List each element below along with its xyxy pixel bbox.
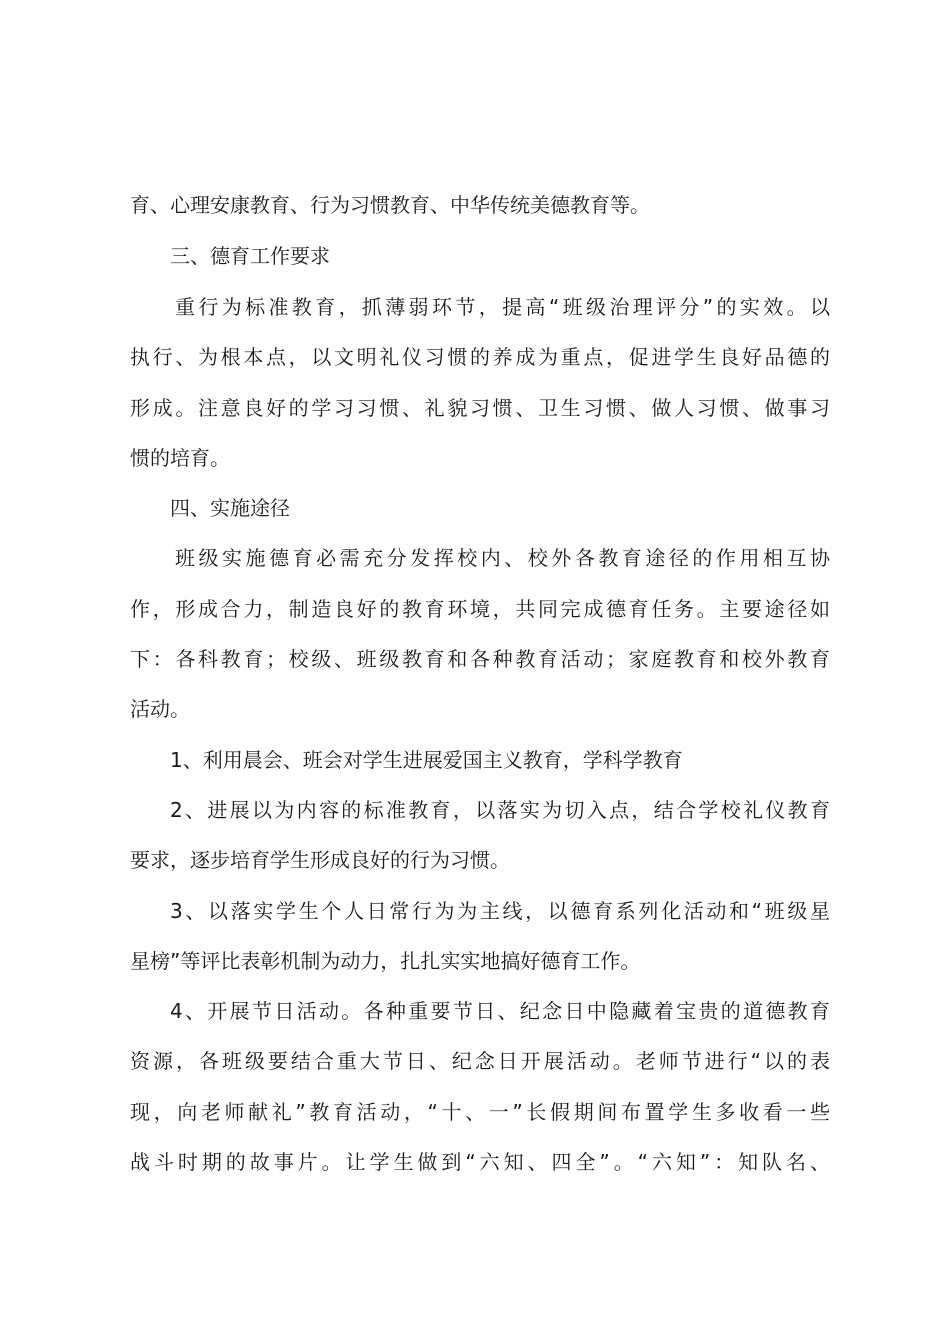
list-item-1: 1、利用晨会、班会对学生进展爱国主义教育，学科学教育 — [170, 748, 683, 772]
text-line: 要求，逐步培育学生形成良好的行为习惯。 — [130, 848, 510, 872]
text-line: 惯的培育。 — [130, 446, 230, 470]
text-line: 作，形成合力，制造良好的教育环境，共同完成德育任务。主要途径如 — [130, 597, 830, 621]
list-item-4: 4、开展节日活动。各种重要节日、纪念日中隐藏着宝贵的道德教育 — [170, 999, 830, 1023]
text-line: 活动。 — [130, 697, 190, 721]
text-line: 星榜”等评比表彰机制为动力，扎扎实实地搞好德育工作。 — [130, 949, 641, 973]
text-line: 战斗时期的故事片。让学生做到“六知、四全”。“六知”：知队名、 — [130, 1150, 830, 1174]
text-line: 育、心理安康教育、行为习惯教育、中华传统美德教育等。 — [130, 193, 650, 217]
text-line: 资源，各班级要结合重大节日、纪念日开展活动。老师节进行“以的表 — [130, 1049, 830, 1073]
list-item-2: 2、进展以为内容的标准教育，以落实为切入点，结合学校礼仪教育 — [170, 798, 830, 822]
text-line: 重行为标准教育，抓薄弱环节，提高“班级治理评分”的实效。以 — [175, 295, 830, 319]
section-heading: 四、实施途径 — [170, 496, 290, 520]
list-item-3: 3、以落实学生个人日常行为为主线，以德育系列化活动和“班级星 — [170, 899, 830, 923]
text-line: 执行、为根本点，以文明礼仪习惯的养成为重点，促进学生良好品德的 — [130, 345, 830, 369]
text-line: 班级实施德育必需充分发挥校内、校外各教育途径的作用相互协 — [175, 546, 830, 570]
text-line: 形成。注意良好的学习习惯、礼貌习惯、卫生习惯、做人习惯、做事习 — [130, 396, 830, 420]
section-heading: 三、德育工作要求 — [170, 244, 330, 268]
text-line: 现，向老师献礼”教育活动，“十、一”长假期间布置学生多收看一些 — [130, 1100, 830, 1124]
text-line: 下：各科教育；校级、班级教育和各种教育活动；家庭教育和校外教育 — [130, 647, 830, 671]
